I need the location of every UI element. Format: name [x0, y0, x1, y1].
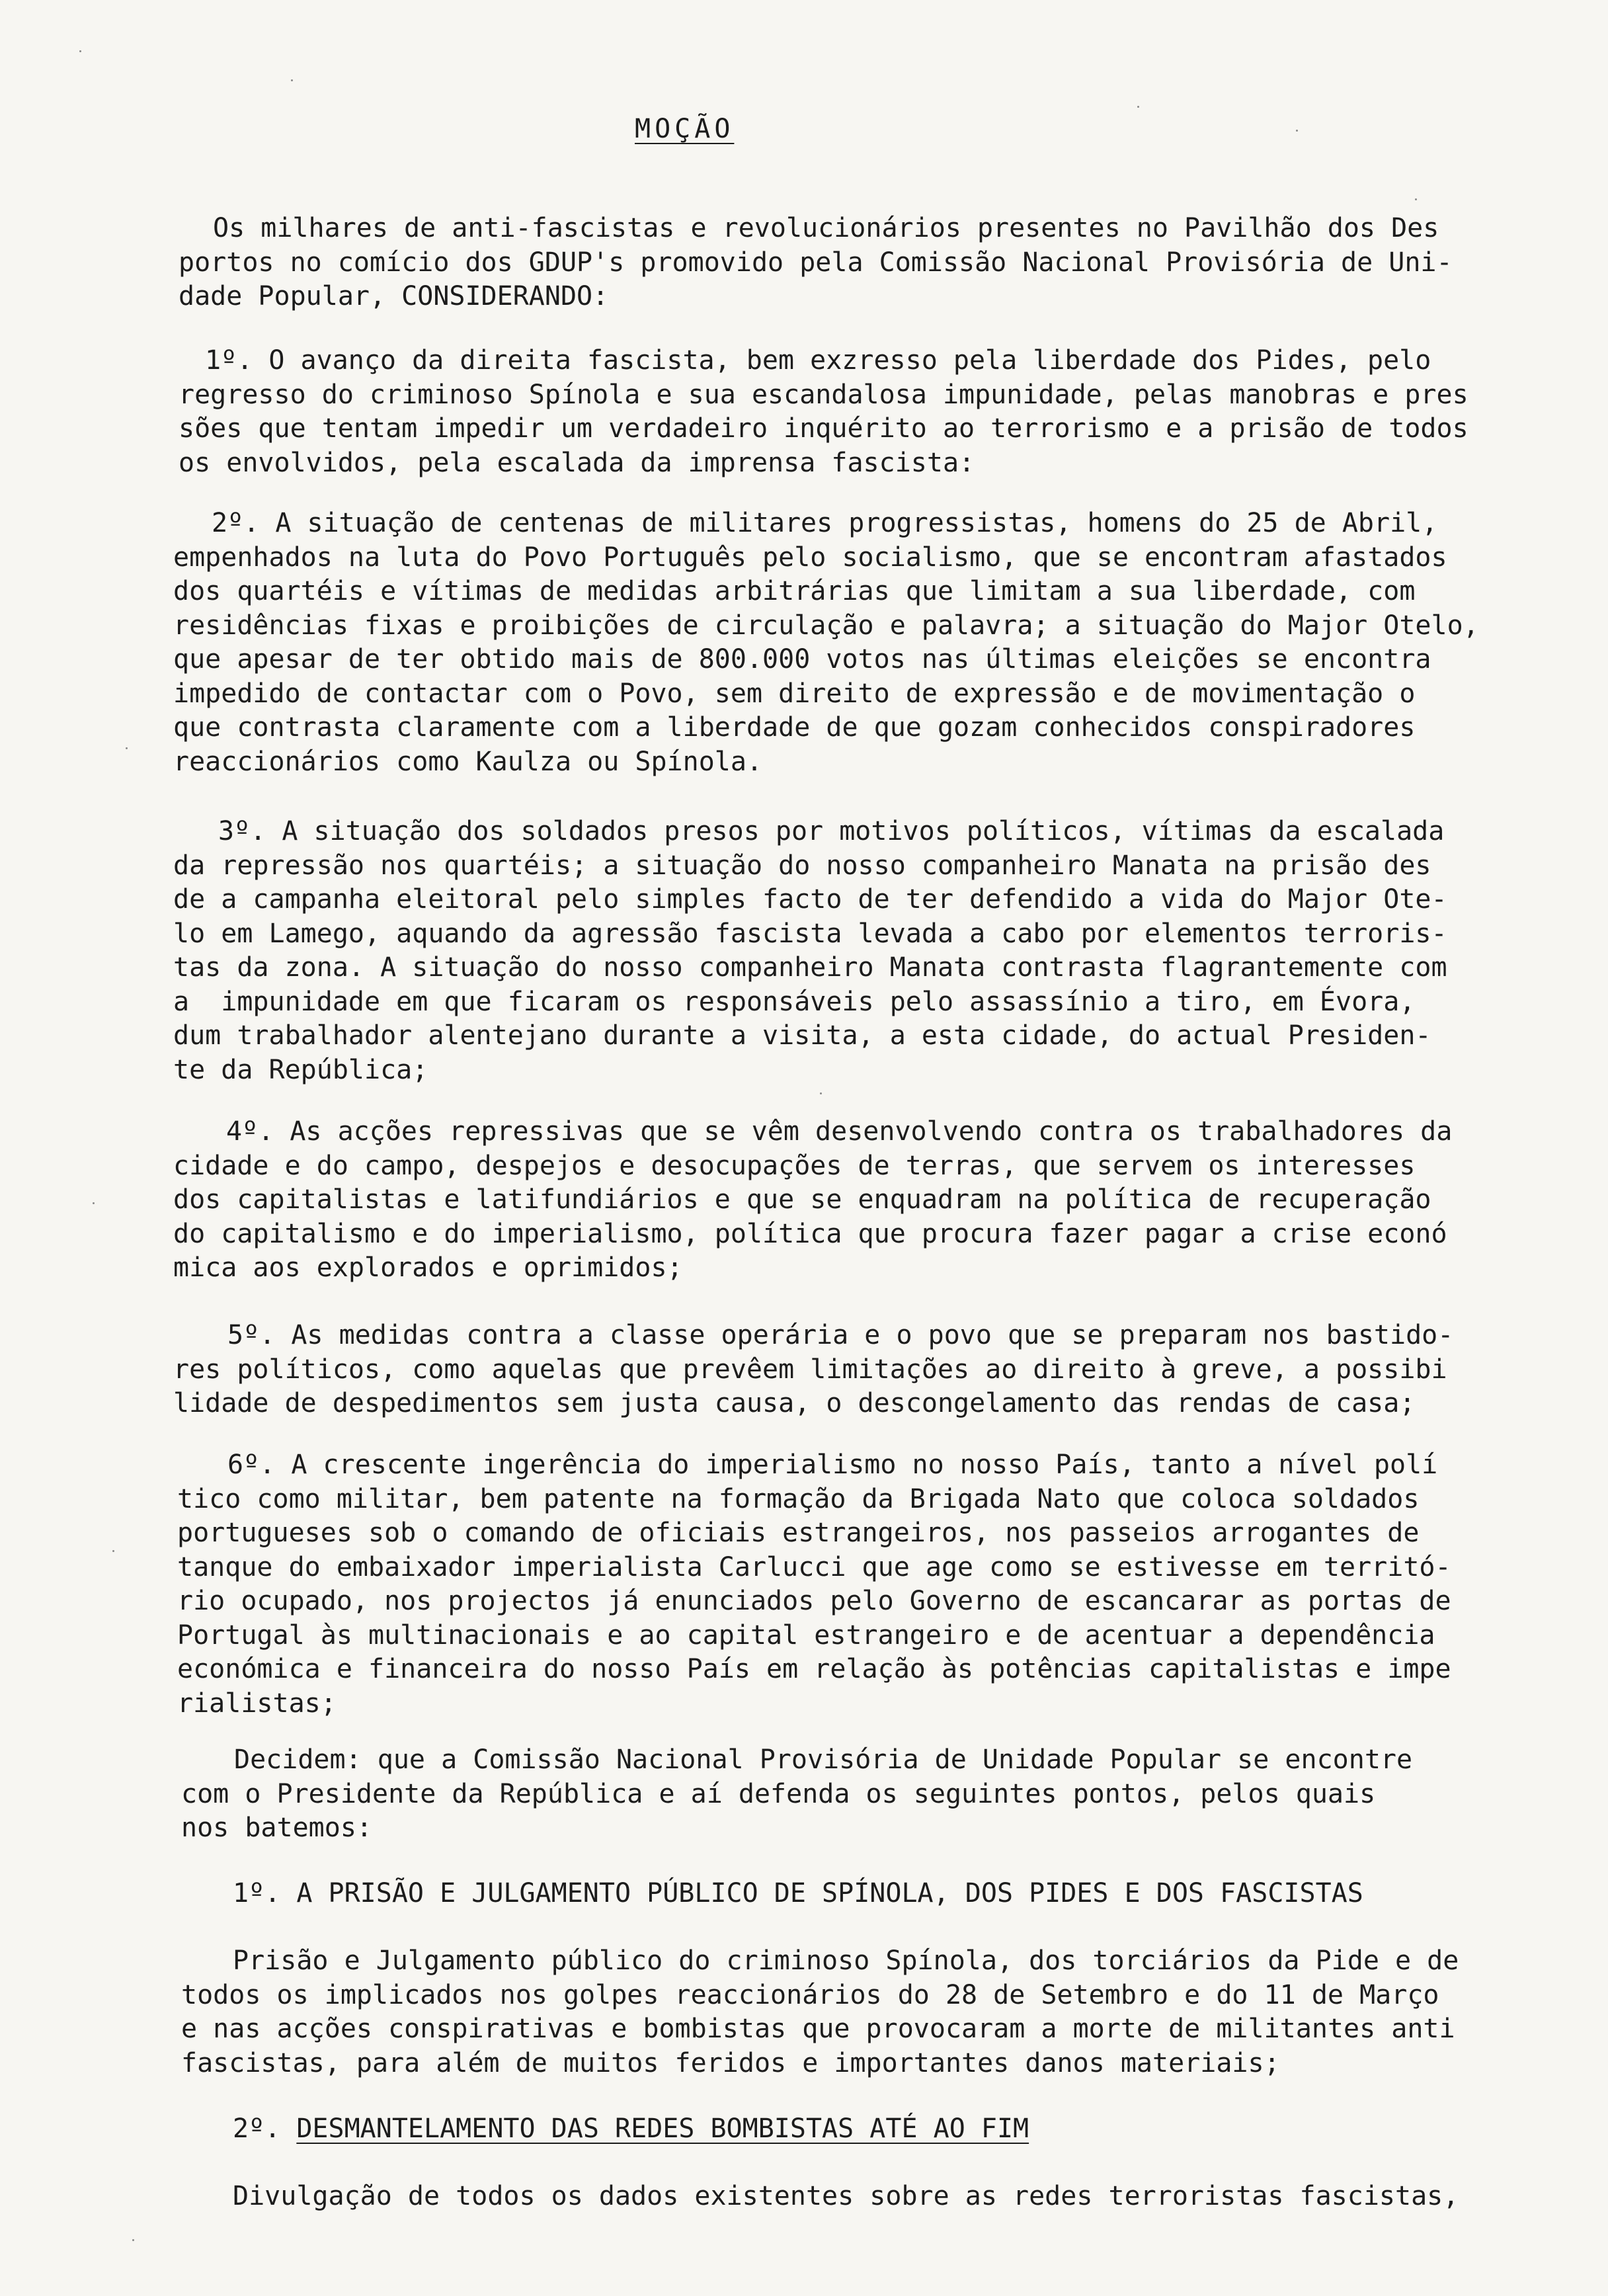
text-line: da repressão nos quartéis; a situação do nosso companheiro Manata na prisão des: [173, 850, 1431, 881]
text-line: Portugal às multinacionais e ao capital estrangeiro e de acentuar a dependência: [177, 1620, 1435, 1651]
text-line: residências fixas e proibições de circulação e palavra; a situação do Major Otelo,: [173, 610, 1479, 641]
considerando-3: [173, 815, 1447, 1087]
text-line: portugueses sob o comando de oficiais estrangeiros, nos passeios arrogantes de: [177, 1518, 1420, 1548]
text-line: impedido de contactar com o Povo, sem direito de expressão e de movimentação o: [173, 678, 1416, 709]
text-line: tas da zona. A situação do nosso companheiro Manata contrasta flagrantemente com: [173, 952, 1447, 983]
considerando-4: [173, 1115, 1452, 1286]
text-line: sões que tentam impedir um verdadeiro inquérito ao terrorismo e a prisão de todos: [179, 413, 1468, 444]
text-line: lidade de despedimentos sem justa causa, o descongelamento das rendas de casa;: [173, 1388, 1416, 1418]
text-line: 4º. As acções repressivas que se vêm desenvolvendo contra os trabalhadores da: [226, 1116, 1453, 1147]
text-line: económica e financeira do nosso País em relação às potências capitalistas e impe: [177, 1654, 1451, 1684]
text-line: dum trabalhador alentejano durante a visita, a esta cidade, do actual Presiden-: [173, 1020, 1431, 1051]
text-line: 2º. A situação de centenas de militares progressistas, homens do 25 de Abril,: [212, 508, 1438, 538]
ponto-2-heading: [233, 2112, 1029, 2147]
scan-speck: [1415, 198, 1417, 200]
scan-speck: [79, 50, 81, 52]
scan-speck: [93, 1202, 95, 1204]
scan-speck: [820, 1092, 822, 1094]
intro-paragraph: [179, 212, 1453, 314]
ponto-2-paragraph: [233, 2180, 1459, 2214]
text-line: tanque do embaixador imperialista Carlucci que age como se estivesse em territó-: [177, 1551, 1451, 1582]
text-line: e nas acções conspirativas e bombistas que provocaram a morte de militantes anti: [181, 2014, 1455, 2044]
text-line: mica aos explorados e oprimidos;: [173, 1252, 683, 1283]
text-line: reaccionários como Kaulza ou Spínola.: [173, 746, 763, 777]
text-line: a impunidade em que ficaram os responsáveis pelo assassínio a tiro, em Évora,: [173, 986, 1416, 1017]
text-line: cidade e do campo, despejos e desocupações de terras, que servem os interesses: [173, 1150, 1416, 1181]
text-line: dos capitalistas e latifundiários e que se enquadram na política de recuperação: [173, 1184, 1431, 1215]
ponto-1-paragraph: [181, 1944, 1459, 2080]
text-line: portos no comício dos GDUP's promovido pela Comissão Nacional Provisória de Uni-: [179, 247, 1453, 278]
text-line: rio ocupado, nos projectos já enunciados pelo Governo de escancarar as portas de: [177, 1586, 1451, 1616]
document-title: MOÇÃO: [635, 114, 735, 144]
text-line: 3º. A situação dos soldados presos por motivos políticos, vítimas da escalada: [218, 816, 1445, 846]
text-line: 1º. O avanço da direita fascista, bem exzresso pela liberdade dos Pides, pelo: [205, 345, 1431, 376]
text-line: fascistas, para além de muitos feridos e importantes danos materiais;: [181, 2047, 1280, 2078]
considerando-1: [179, 344, 1468, 480]
text-line: nos batemos:: [181, 1813, 372, 1843]
text-line: que apesar de ter obtido mais de 800.000 votos nas últimas eleições se encontra: [173, 644, 1431, 675]
considerando-2: [173, 507, 1479, 779]
scan-speck: [112, 1550, 114, 1552]
text-line: todos os implicados nos golpes reaccionários do 28 de Setembro e do 11 de Março: [181, 1979, 1439, 2010]
text-line: 6º. A crescente ingerência do imperialismo no nosso País, tanto a nível polí: [227, 1450, 1438, 1480]
text-line: empenhados na luta do Povo Português pelo socialismo, que se encontram afastados: [173, 542, 1447, 573]
section-title: DESMANTELAMENTO DAS REDES BOMBISTAS ATÉ AO FIM: [296, 2113, 1029, 2144]
scan-speck: [126, 747, 128, 749]
text-line: de a campanha eleitoral pelo simples facto de ter defendido a vida do Major Ote-: [173, 884, 1447, 915]
text-line: os envolvidos, pela escalada da imprensa fascista:: [179, 447, 975, 478]
section-heading: 1º. A PRISÃO E JULGAMENTO PÚBLICO DE SPÍNOLA, DOS PIDES E DOS FASCISTAS: [233, 1878, 1363, 1908]
text-line: regresso do criminoso Spínola e sua escandalosa impunidade, pelas manobras e pres: [179, 379, 1468, 410]
text-line: rialistas;: [177, 1688, 337, 1719]
text-line: que contrasta claramente com a liberdade de que gozam conhecidos conspiradores: [173, 712, 1416, 743]
section-number: 2º.: [233, 2113, 281, 2144]
text-line: Prisão e Julgamento público do criminoso Spínola, dos torciários da Pide e de: [233, 1946, 1459, 1976]
text-line: lo em Lamego, aquando da agressão fascista levada a cabo por elementos terroris-: [173, 918, 1447, 949]
ponto-1-heading: [233, 1877, 1363, 1911]
text-line: dade Popular, CONSIDERANDO:: [179, 281, 609, 311]
considerando-5: [173, 1319, 1453, 1421]
text-line: tico como militar, bem patente na formação da Brigada Nato que coloca soldados: [177, 1483, 1420, 1514]
text-line: do capitalismo e do imperialismo, política que procura fazer pagar a crise econó: [173, 1218, 1447, 1249]
text-line: Decidem: que a Comissão Nacional Provisória de Unidade Popular se encontre: [234, 1744, 1413, 1775]
scan-speck: [291, 79, 293, 81]
scan-speck: [132, 2239, 134, 2241]
decidem-paragraph: [181, 1743, 1412, 1846]
text-line: te da República;: [173, 1054, 428, 1085]
considerando-6: [177, 1448, 1451, 1721]
text-line: Os milhares de anti-fascistas e revolucionários presentes no Pavilhão dos Des: [213, 213, 1439, 243]
text-line: Divulgação de todos os dados existentes sobre as redes terroristas fascistas,: [233, 2181, 1459, 2211]
text-line: res políticos, como aquelas que prevêem limitações ao direito à greve, a possibi: [173, 1354, 1447, 1385]
scan-speck: [1137, 106, 1139, 108]
scan-speck: [1296, 130, 1298, 132]
text-line: com o Presidente da República e aí defenda os seguintes pontos, pelos quais: [181, 1778, 1376, 1809]
text-line: dos quartéis e vítimas de medidas arbitrárias que limitam a sua liberdade, com: [173, 576, 1416, 606]
section-heading: [233, 2112, 1029, 2147]
text-line: 5º. As medidas contra a classe operária e o povo que se preparam nos bastido-: [227, 1320, 1454, 1350]
